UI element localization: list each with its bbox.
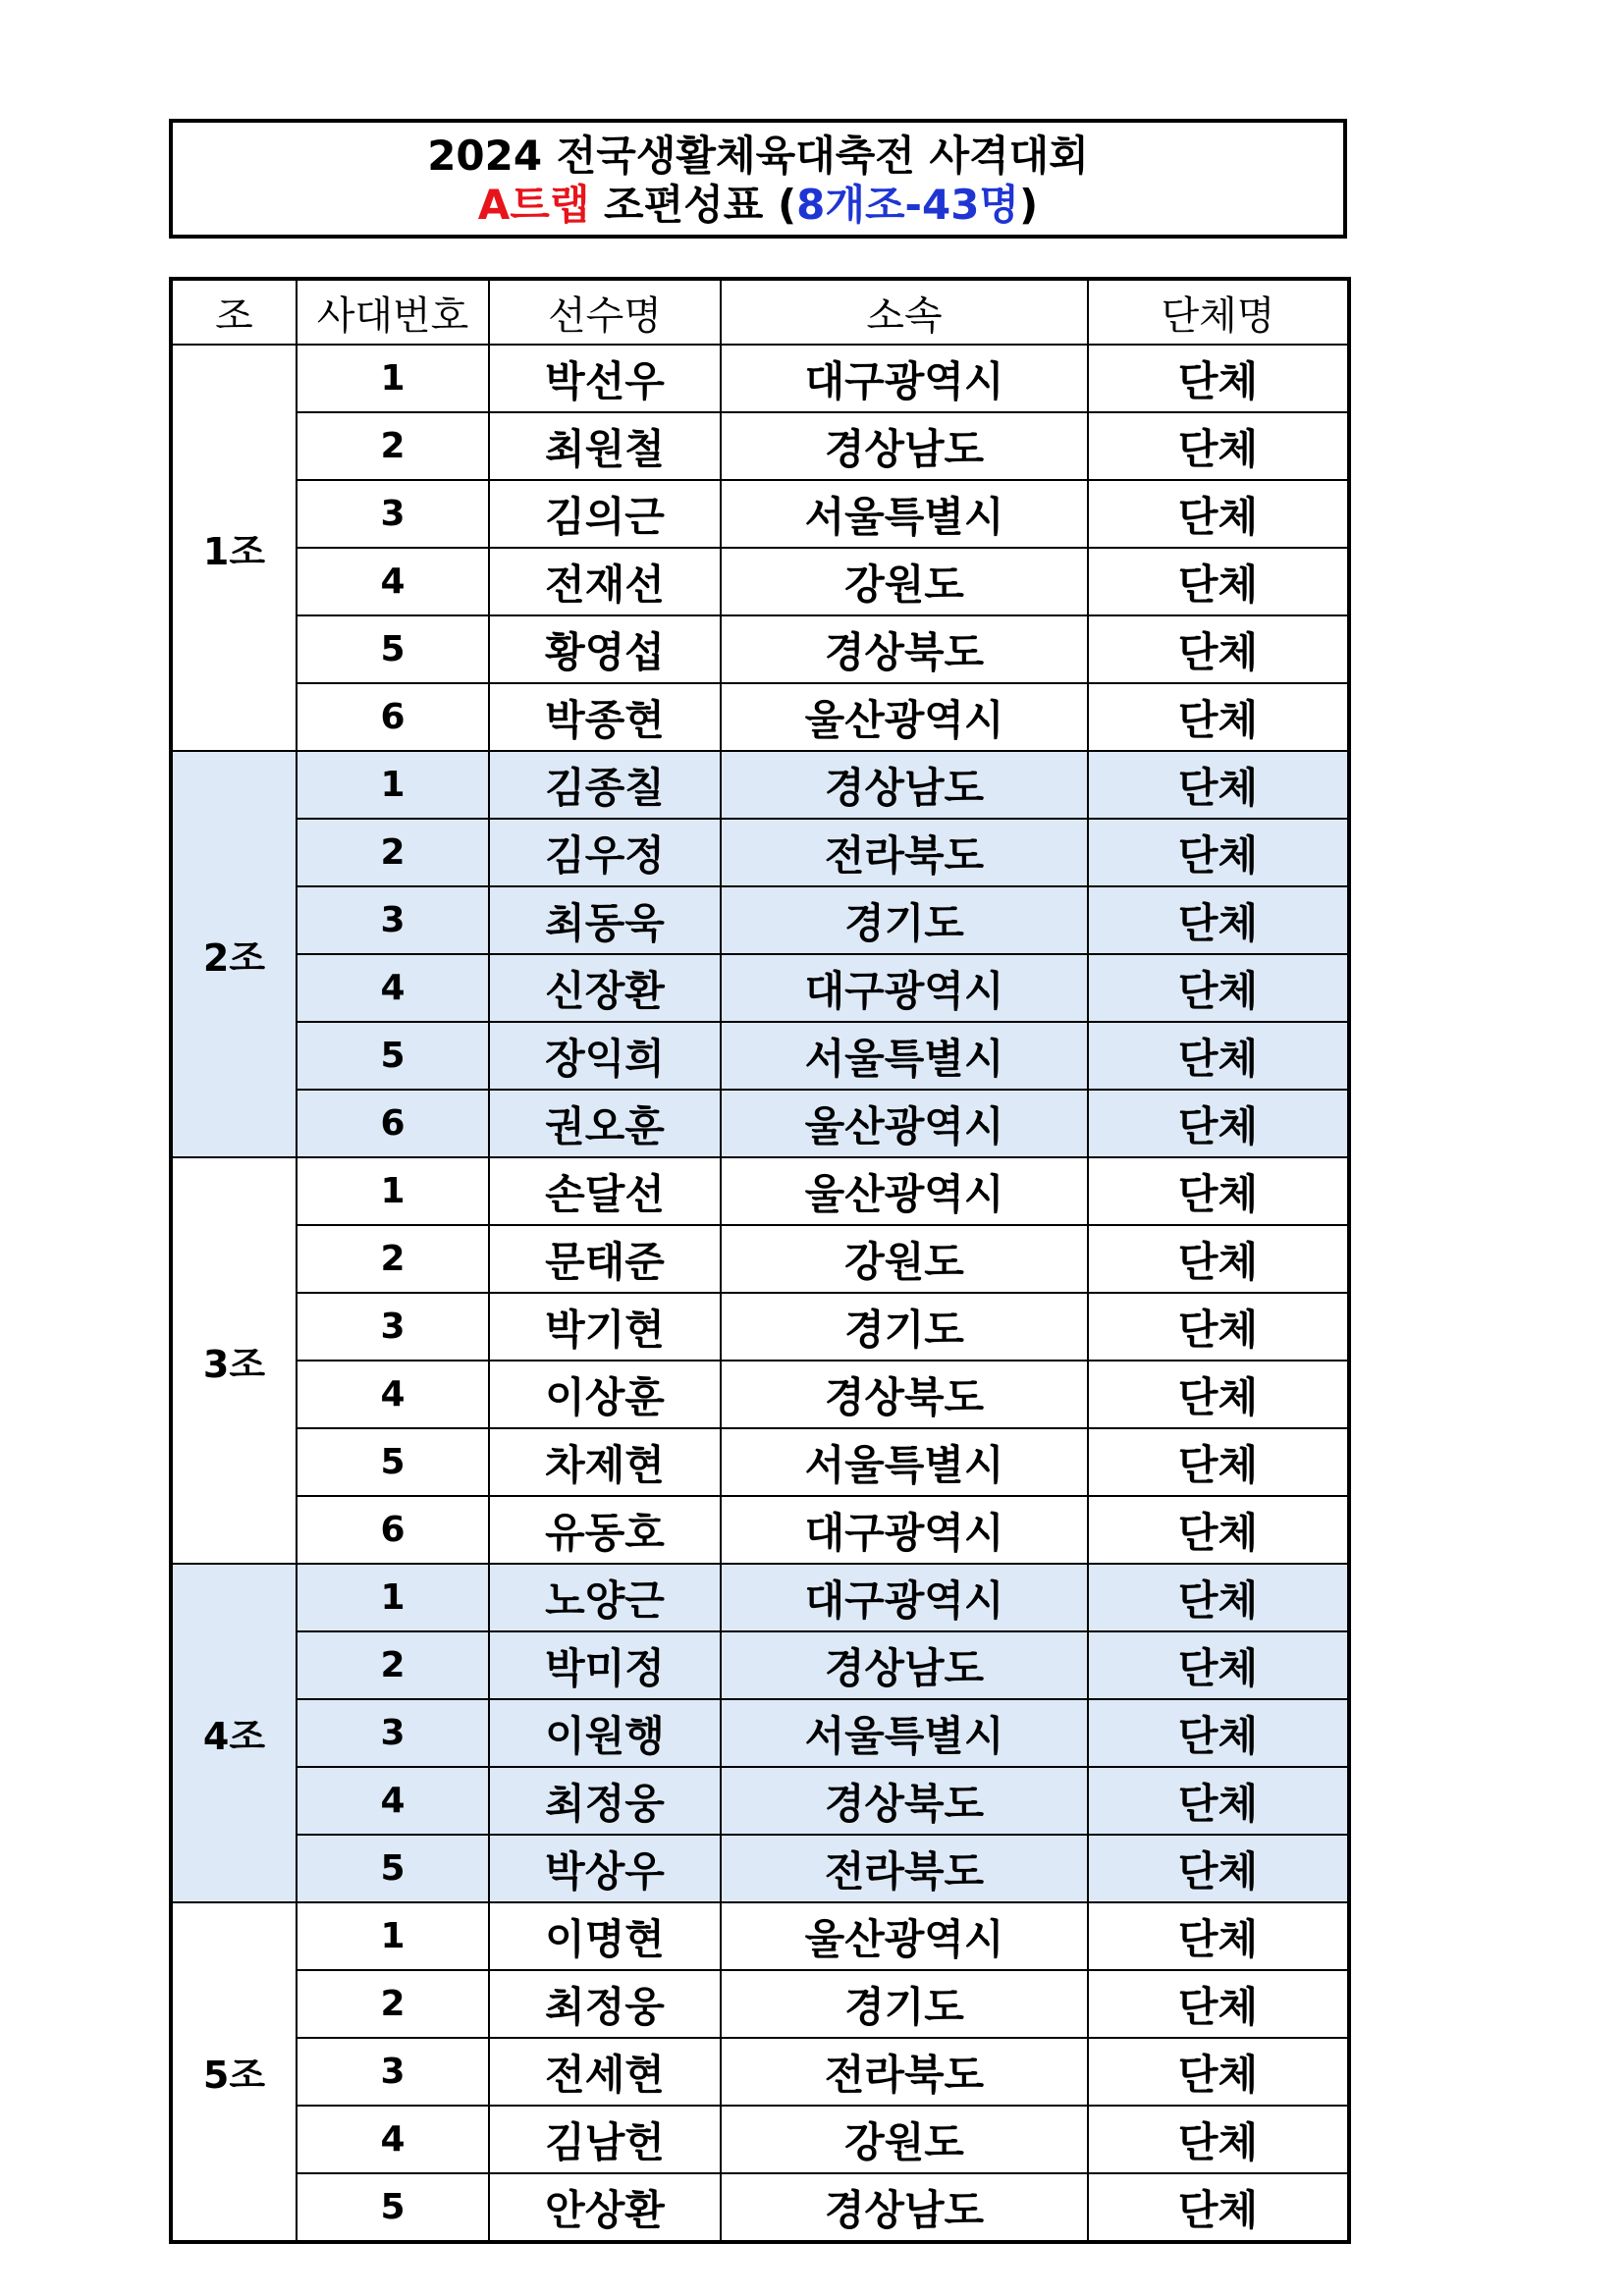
player-name-cell: 장익희 xyxy=(489,1022,721,1090)
player-name-cell: 김종칠 xyxy=(489,751,721,819)
affiliation-cell: 경상북도 xyxy=(721,1361,1088,1428)
header-affiliation: 소속 xyxy=(721,279,1088,345)
player-name-cell: 최정웅 xyxy=(489,1767,721,1835)
team-name-cell: 단체 xyxy=(1088,1699,1349,1767)
table-row xyxy=(171,683,1349,751)
table-row xyxy=(171,412,1349,480)
affiliation-cell: 경상남도 xyxy=(721,2173,1088,2242)
team-name-cell: 단체 xyxy=(1088,480,1349,548)
affiliation-cell: 대구광역시 xyxy=(721,345,1088,412)
team-name-cell: 단체 xyxy=(1088,886,1349,954)
player-name-cell: 황영섭 xyxy=(489,615,721,683)
player-name-cell: 문태준 xyxy=(489,1225,721,1293)
player-name-cell: 차제현 xyxy=(489,1428,721,1496)
player-name-cell: 이명현 xyxy=(489,1902,721,1970)
affiliation-cell: 강원도 xyxy=(721,548,1088,615)
affiliation-cell: 서울특별시 xyxy=(721,480,1088,548)
affiliation-cell: 경상남도 xyxy=(721,1631,1088,1699)
team-name-cell: 단체 xyxy=(1088,2173,1349,2242)
affiliation-cell: 전라북도 xyxy=(721,1835,1088,1902)
table-row xyxy=(171,1428,1349,1496)
affiliation-cell: 울산광역시 xyxy=(721,683,1088,751)
lane-number-cell: 2 xyxy=(297,819,489,886)
affiliation-cell: 전라북도 xyxy=(721,819,1088,886)
table-row xyxy=(171,1699,1349,1767)
table-row xyxy=(171,1090,1349,1157)
team-name-cell: 단체 xyxy=(1088,1157,1349,1225)
player-name-cell: 박상우 xyxy=(489,1835,721,1902)
lane-number-cell: 2 xyxy=(297,1631,489,1699)
lane-number-cell: 6 xyxy=(297,1496,489,1564)
lane-number-cell: 6 xyxy=(297,1090,489,1157)
team-name-cell: 단체 xyxy=(1088,2106,1349,2173)
lane-number-cell: 1 xyxy=(297,345,489,412)
team-name-cell: 단체 xyxy=(1088,615,1349,683)
lane-number-cell: 2 xyxy=(297,412,489,480)
player-name-cell: 안상환 xyxy=(489,2173,721,2242)
team-name-cell: 단체 xyxy=(1088,1293,1349,1361)
team-name-cell: 단체 xyxy=(1088,1970,1349,2038)
page-subtitle xyxy=(173,181,1343,229)
group-label: 3조 xyxy=(171,1157,297,1564)
table-row xyxy=(171,1767,1349,1835)
table-row xyxy=(171,548,1349,615)
header-player-name: 선수명 xyxy=(489,279,721,345)
lane-number-cell: 3 xyxy=(297,1699,489,1767)
table-row xyxy=(171,615,1349,683)
table-row xyxy=(171,751,1349,819)
team-name-cell: 단체 xyxy=(1088,1835,1349,1902)
affiliation-cell: 서울특별시 xyxy=(721,1022,1088,1090)
lane-number-cell: 3 xyxy=(297,2038,489,2106)
team-name-cell: 단체 xyxy=(1088,1767,1349,1835)
group-label: 1조 xyxy=(171,345,297,751)
lane-number-cell: 5 xyxy=(297,1428,489,1496)
player-name-cell: 전세현 xyxy=(489,2038,721,2106)
team-name-cell: 단체 xyxy=(1088,1631,1349,1699)
group-label: 4조 xyxy=(171,1564,297,1902)
player-name-cell: 박종현 xyxy=(489,683,721,751)
table-row xyxy=(171,2106,1349,2173)
team-name-cell: 단체 xyxy=(1088,345,1349,412)
lane-number-cell: 1 xyxy=(297,1902,489,1970)
table-row xyxy=(171,1835,1349,1902)
affiliation-cell: 서울특별시 xyxy=(721,1428,1088,1496)
table-row xyxy=(171,480,1349,548)
table-row xyxy=(171,2173,1349,2242)
table-row xyxy=(171,1631,1349,1699)
group-label: 2조 xyxy=(171,751,297,1157)
table-row xyxy=(171,1564,1349,1631)
player-name-cell: 노양근 xyxy=(489,1564,721,1631)
table-row xyxy=(171,1496,1349,1564)
team-name-cell: 단체 xyxy=(1088,1361,1349,1428)
team-name-cell: 단체 xyxy=(1088,2038,1349,2106)
affiliation-cell: 경기도 xyxy=(721,886,1088,954)
title-box xyxy=(169,119,1347,239)
affiliation-cell: 경기도 xyxy=(721,1293,1088,1361)
team-name-cell: 단체 xyxy=(1088,1225,1349,1293)
lane-number-cell: 5 xyxy=(297,2173,489,2242)
header-team-name: 단체명 xyxy=(1088,279,1349,345)
team-name-cell: 단체 xyxy=(1088,1090,1349,1157)
lane-number-cell: 5 xyxy=(297,1022,489,1090)
lane-number-cell: 1 xyxy=(297,1564,489,1631)
affiliation-cell: 대구광역시 xyxy=(721,1496,1088,1564)
lane-number-cell: 5 xyxy=(297,615,489,683)
lane-number-cell: 5 xyxy=(297,1835,489,1902)
player-name-cell: 이상훈 xyxy=(489,1361,721,1428)
player-name-cell: 김의근 xyxy=(489,480,721,548)
team-name-cell: 단체 xyxy=(1088,1564,1349,1631)
affiliation-cell: 울산광역시 xyxy=(721,1157,1088,1225)
event-name: A트랩 xyxy=(477,181,590,229)
player-name-cell: 이원행 xyxy=(489,1699,721,1767)
lane-number-cell: 1 xyxy=(297,1157,489,1225)
subtitle-text: 조편성표 ( xyxy=(589,181,797,229)
affiliation-cell: 서울특별시 xyxy=(721,1699,1088,1767)
player-name-cell: 전재선 xyxy=(489,548,721,615)
lane-number-cell: 3 xyxy=(297,480,489,548)
lane-number-cell: 3 xyxy=(297,1293,489,1361)
table-row xyxy=(171,886,1349,954)
affiliation-cell: 강원도 xyxy=(721,1225,1088,1293)
team-name-cell: 단체 xyxy=(1088,1902,1349,1970)
table-row xyxy=(171,1022,1349,1090)
player-name-cell: 최정웅 xyxy=(489,1970,721,2038)
team-name-cell: 단체 xyxy=(1088,751,1349,819)
team-name-cell: 단체 xyxy=(1088,1428,1349,1496)
player-name-cell: 박미정 xyxy=(489,1631,721,1699)
affiliation-cell: 강원도 xyxy=(721,2106,1088,2173)
lane-number-cell: 2 xyxy=(297,1970,489,2038)
group-count: 8개조-43명 xyxy=(796,181,1019,229)
group-label: 5조 xyxy=(171,1902,297,2242)
lane-number-cell: 1 xyxy=(297,751,489,819)
lane-number-cell: 6 xyxy=(297,683,489,751)
table-row xyxy=(171,1293,1349,1361)
team-name-cell: 단체 xyxy=(1088,1022,1349,1090)
table-row xyxy=(171,2038,1349,2106)
affiliation-cell: 경상남도 xyxy=(721,751,1088,819)
lane-number-cell: 3 xyxy=(297,886,489,954)
affiliation-cell: 대구광역시 xyxy=(721,1564,1088,1631)
player-name-cell: 최동욱 xyxy=(489,886,721,954)
affiliation-cell: 경상남도 xyxy=(721,412,1088,480)
subtitle-close: ) xyxy=(1019,181,1039,229)
player-name-cell: 박선우 xyxy=(489,345,721,412)
table-row xyxy=(171,1225,1349,1293)
affiliation-cell: 울산광역시 xyxy=(721,1090,1088,1157)
affiliation-cell: 경상북도 xyxy=(721,615,1088,683)
table-row xyxy=(171,1361,1349,1428)
player-name-cell: 유동호 xyxy=(489,1496,721,1564)
lane-number-cell: 4 xyxy=(297,548,489,615)
lane-number-cell: 2 xyxy=(297,1225,489,1293)
team-name-cell: 단체 xyxy=(1088,819,1349,886)
player-name-cell: 김우정 xyxy=(489,819,721,886)
affiliation-cell: 경상북도 xyxy=(721,1767,1088,1835)
affiliation-cell: 경기도 xyxy=(721,1970,1088,2038)
player-name-cell: 김남헌 xyxy=(489,2106,721,2173)
player-name-cell: 신장환 xyxy=(489,954,721,1022)
header-row xyxy=(171,279,1349,345)
player-name-cell: 손달선 xyxy=(489,1157,721,1225)
table-row xyxy=(171,954,1349,1022)
table-row xyxy=(171,1902,1349,1970)
affiliation-cell: 대구광역시 xyxy=(721,954,1088,1022)
team-name-cell: 단체 xyxy=(1088,1496,1349,1564)
team-name-cell: 단체 xyxy=(1088,548,1349,615)
table-row xyxy=(171,1970,1349,2038)
lane-number-cell: 4 xyxy=(297,1361,489,1428)
page-title: 2024 전국생활체육대축전 사격대회 xyxy=(427,132,1089,180)
player-name-cell: 박기현 xyxy=(489,1293,721,1361)
header-group: 조 xyxy=(171,279,297,345)
table-row xyxy=(171,819,1349,886)
team-name-cell: 단체 xyxy=(1088,412,1349,480)
player-name-cell: 최원철 xyxy=(489,412,721,480)
lane-number-cell: 4 xyxy=(297,1767,489,1835)
team-name-cell: 단체 xyxy=(1088,954,1349,1022)
lane-number-cell: 4 xyxy=(297,2106,489,2173)
table-row xyxy=(171,1157,1349,1225)
table-row xyxy=(171,345,1349,412)
affiliation-cell: 울산광역시 xyxy=(721,1902,1088,1970)
header-lane-number: 사대번호 xyxy=(297,279,489,345)
roster-table xyxy=(169,277,1351,2244)
player-name-cell: 권오훈 xyxy=(489,1090,721,1157)
roster-body xyxy=(171,345,1349,2242)
team-name-cell: 단체 xyxy=(1088,683,1349,751)
affiliation-cell: 전라북도 xyxy=(721,2038,1088,2106)
lane-number-cell: 4 xyxy=(297,954,489,1022)
